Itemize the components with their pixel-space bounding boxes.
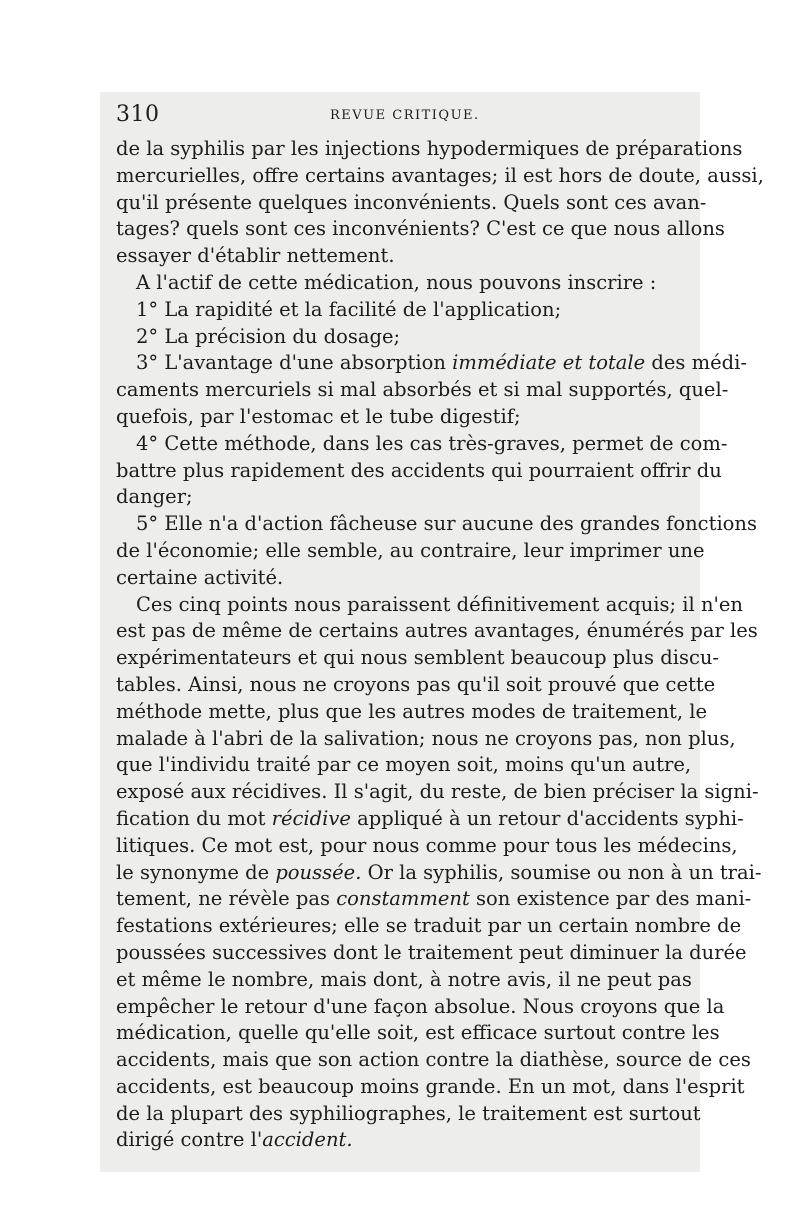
- text-run: 3° L'avantage d'une absorption: [136, 351, 453, 375]
- text-line: [116, 860, 762, 887]
- text-line: de l'économie; elle semble, au contraire, leur imprimer une: [116, 538, 705, 562]
- text-line: que l'individu traité par ce moyen soit, moins qu'un autre,: [116, 753, 692, 777]
- text-line: poussées successives dont le traitement peut diminuer la durée: [116, 940, 747, 964]
- text-line: et même le nombre, mais dont, à notre avis, il ne peut pas: [116, 967, 692, 991]
- text-run: Or la syphilis, soumise ou non à un trai-: [361, 860, 762, 884]
- text-line: qu'il présente quelques inconvénients. Quels sont ces avan-: [116, 190, 707, 214]
- running-head: REVUE CRITIQUE.: [330, 108, 480, 123]
- text-line: 5° Elle n'a d'action fâcheuse sur aucune des grandes fonctions: [136, 512, 757, 536]
- text-line: caments mercuriels si mal absorbés et si mal supportés, quel-: [116, 378, 729, 402]
- italic-term: récidive: [271, 806, 351, 830]
- text-line: Ces cinq points nous paraissent définitivement acquis; il n'en: [136, 592, 743, 616]
- italic-term: immédiate et totale: [452, 351, 646, 375]
- text-line: festations extérieures; elle se traduit par un certain nombre de: [116, 914, 742, 938]
- text-line: A l'actif de cette médication, nous pouvons inscrire :: [136, 270, 657, 294]
- text-line: tages? quels sont ces inconvénients? C'est ce que nous allons: [116, 217, 725, 241]
- text-run: appliqué à un retour d'accidents syphi-: [350, 806, 744, 830]
- text-line: battre plus rapidement des accidents qui pourraient offrir du: [116, 458, 722, 482]
- text-run: son existence par des mani-: [469, 887, 752, 911]
- text-line: expérimentateurs et qui nous semblent beaucoup plus discu-: [116, 646, 720, 670]
- text-line: exposé aux récidives. Il s'agit, du reste, de bien préciser la signi-: [116, 780, 759, 804]
- text-line: mercurielles, offre certains avantages; il est hors de doute, aussi,: [116, 163, 764, 187]
- text-line: danger;: [116, 485, 193, 509]
- text-run: le synonyme de: [116, 860, 276, 884]
- italic-term: constamment: [336, 887, 470, 911]
- text-line: litiques. Ce mot est, pour nous comme pour tous les médecins,: [116, 833, 738, 857]
- text-line: de la syphilis par les injections hypodermiques de préparations: [116, 137, 743, 160]
- text-line: empêcher le retour d'une façon absolue. Nous croyons que la: [116, 994, 725, 1018]
- text-run: tement, ne révèle pas: [116, 887, 337, 911]
- text-line: médication, quelle qu'elle soit, est efficace surtout contre les: [116, 1021, 720, 1045]
- text-run: fication du mot: [116, 806, 272, 830]
- text-line: accidents, est beaucoup moins grande. En un mot, dans l'esprit: [116, 1074, 745, 1098]
- text-line: malade à l'abri de la salivation; nous ne croyons pas, non plus,: [116, 726, 736, 750]
- text-line: certaine activité.: [116, 565, 284, 589]
- text-run: des médi-: [645, 351, 747, 375]
- italic-term: poussée.: [275, 860, 362, 884]
- text-line: [116, 886, 752, 913]
- body-text: [116, 136, 764, 1154]
- text-line: [116, 806, 744, 833]
- page-header: [116, 102, 688, 130]
- text-line: est pas de même de certains autres avantages, énumérés par les: [116, 619, 758, 643]
- text-line: [116, 1127, 688, 1154]
- text-line: [116, 350, 747, 377]
- text-line: 1° La rapidité et la facilité de l'application;: [136, 297, 562, 321]
- text-line: tables. Ainsi, nous ne croyons pas qu'il soit prouvé que cette: [116, 672, 716, 696]
- text-line: de la plupart des syphiliographes, le traitement est surtout: [116, 1101, 701, 1125]
- text-run: dirigé contre l': [116, 1128, 263, 1152]
- text-line: 2° La précision du dosage;: [136, 324, 401, 348]
- text-line: essayer d'établir nettement.: [116, 244, 395, 268]
- text-line: quefois, par l'estomac et le tube digestif;: [116, 404, 521, 428]
- text-line: accidents, mais que son action contre la diathèse, source de ces: [116, 1048, 751, 1072]
- page-number: 310: [116, 102, 160, 127]
- text-line: méthode mette, plus que les autres modes de traitement, le: [116, 699, 708, 723]
- italic-term: accident.: [262, 1128, 353, 1152]
- text-line: 4° Cette méthode, dans les cas très-graves, permet de com-: [136, 431, 728, 455]
